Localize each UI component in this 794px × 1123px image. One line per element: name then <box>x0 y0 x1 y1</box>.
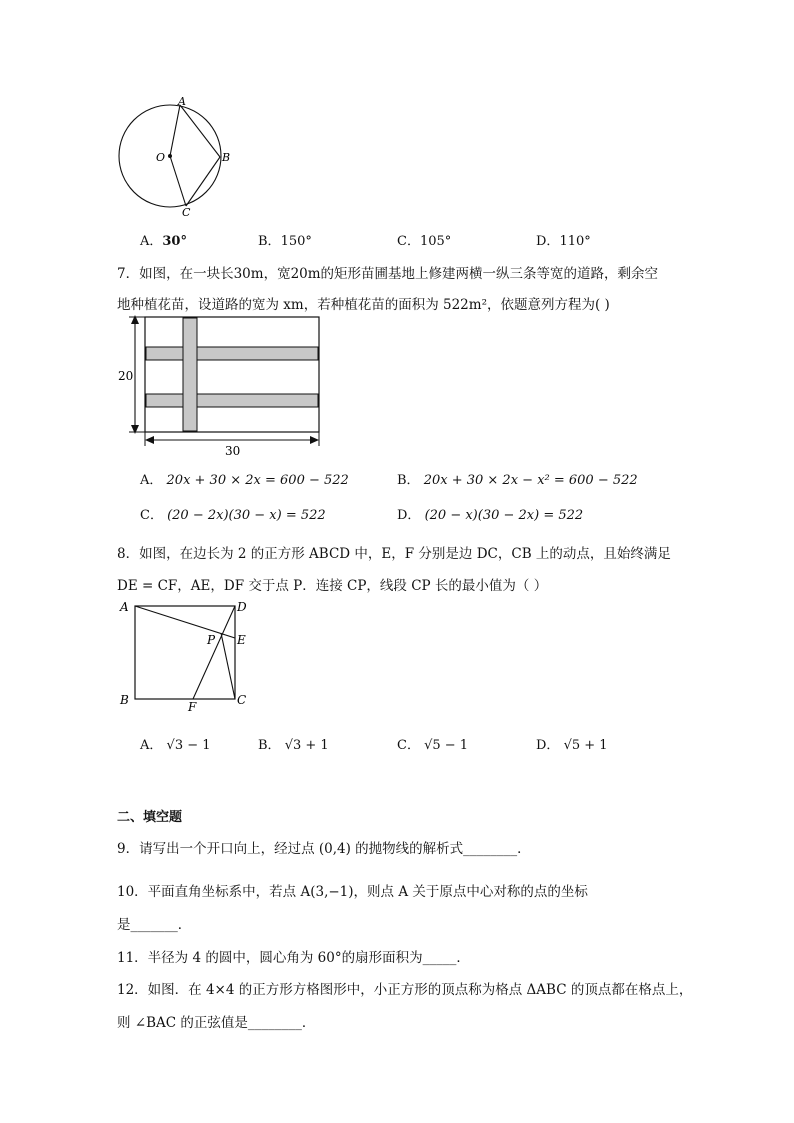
option-letter: B． <box>397 473 420 488</box>
label-e: E <box>237 633 246 647</box>
option-letter: C． <box>397 738 420 753</box>
circle-figure <box>110 95 240 220</box>
label-a: A <box>120 600 129 614</box>
square-abcd <box>135 606 235 699</box>
label-f: F <box>188 700 197 713</box>
label-height: 20 <box>118 369 134 383</box>
q6-option-b <box>258 230 312 249</box>
option-letter: C． <box>397 234 420 249</box>
segment-oc <box>170 156 186 206</box>
label-p: P <box>207 633 216 647</box>
square-figure <box>115 598 260 713</box>
option-text: 20x + 30 × 2x − x² = 600 − 522 <box>423 473 638 488</box>
option-letter: A． <box>140 473 163 488</box>
option-text: (20 − x)(30 − 2x) = 522 <box>424 508 584 523</box>
option-text: √3 − 1 <box>166 738 211 753</box>
option-text: √5 + 1 <box>563 738 608 753</box>
label-c: C <box>237 693 247 707</box>
option-text: √5 − 1 <box>424 738 469 753</box>
q11-text: 11．半径为 4 的圆中，圆心角为 60°的扇形面积为_____． <box>117 950 470 966</box>
q8-option-d <box>536 734 608 753</box>
road-horizontal-2 <box>146 394 318 407</box>
option-text: 105° <box>419 234 452 249</box>
segment-oa <box>170 105 180 156</box>
option-letter: A． <box>140 234 163 249</box>
road-vertical <box>183 318 197 431</box>
option-text: 20x + 30 × 2x = 600 − 522 <box>166 473 349 488</box>
label-b: B <box>222 151 231 164</box>
q8-line1: 8．如图，在边长为 2 的正方形 ABCD 中，E，F 分别是边 DC，CB 上的动点，且始终满足 <box>117 546 671 562</box>
label-b: B <box>120 693 129 707</box>
label-c: C <box>182 206 191 219</box>
q12-line1: 12．如图．在 4×4 的正方形方格图形中，小正方形的顶点称为格点 ΔABC 的顶点都在格点上， <box>117 982 693 998</box>
road-horizontal-1 <box>146 347 318 360</box>
garden-figure <box>115 312 330 457</box>
q7-option-c <box>140 504 326 523</box>
q6-option-c <box>397 230 451 249</box>
q8-option-b <box>258 734 329 753</box>
segment-df <box>193 606 235 699</box>
option-text: (20 − 2x)(30 − x) = 522 <box>167 508 326 523</box>
option-text: 150° <box>280 234 312 249</box>
q8-option-c <box>397 734 468 753</box>
option-letter: B． <box>258 738 281 753</box>
option-letter: D． <box>536 738 560 753</box>
q12-line2: 则 ∠BAC 的正弦值是________． <box>117 1015 316 1031</box>
center-point <box>168 154 172 158</box>
option-letter: D． <box>536 234 560 249</box>
q6-option-a <box>140 230 187 249</box>
label-a: A <box>178 95 186 108</box>
option-letter: B． <box>258 234 281 249</box>
segment-bc <box>186 157 220 206</box>
q7-option-b <box>397 469 638 488</box>
q7-line1: 7．如图，在一块长30m，宽20m的矩形苗圃基地上修建两横一纵三条等宽的道路，剩余空 <box>117 266 659 282</box>
option-text: 110° <box>559 234 591 249</box>
q7-option-d <box>397 504 583 523</box>
label-o: O <box>156 151 166 164</box>
section-title: 二、填空题 <box>117 810 183 825</box>
option-letter: C． <box>140 508 163 523</box>
q7-option-a <box>140 469 349 488</box>
q10-line1: 10．平面直角坐标系中，若点 A(3,−1)，则点 A 关于原点中心对称的点的坐标 <box>117 884 588 900</box>
label-d: D <box>237 600 247 614</box>
q8-line2: DE = CF，AE，DF 交于点 P．连接 CP，线段 CP 长的最小值为（ ） <box>117 578 548 594</box>
garden-rect <box>145 317 319 432</box>
option-letter: D． <box>397 508 421 523</box>
option-letter: A． <box>140 738 163 753</box>
q10-line2: 是_______． <box>117 917 192 933</box>
q7-line2: 地种植花苗，设道路的宽为 xm，若种植花苗的面积为 522m²，依题意列方程为( ) <box>117 297 610 313</box>
q8-option-a <box>140 734 211 753</box>
segment-cp <box>221 633 235 699</box>
q9-text: 9．请写出一个开口向上，经过点 (0,4) 的抛物线的解析式________． <box>117 841 531 857</box>
segment-ae <box>135 606 235 638</box>
option-text: 30° <box>162 234 187 249</box>
label-width: 30 <box>225 444 241 457</box>
q6-option-d <box>536 230 591 249</box>
option-text: √3 + 1 <box>284 738 329 753</box>
